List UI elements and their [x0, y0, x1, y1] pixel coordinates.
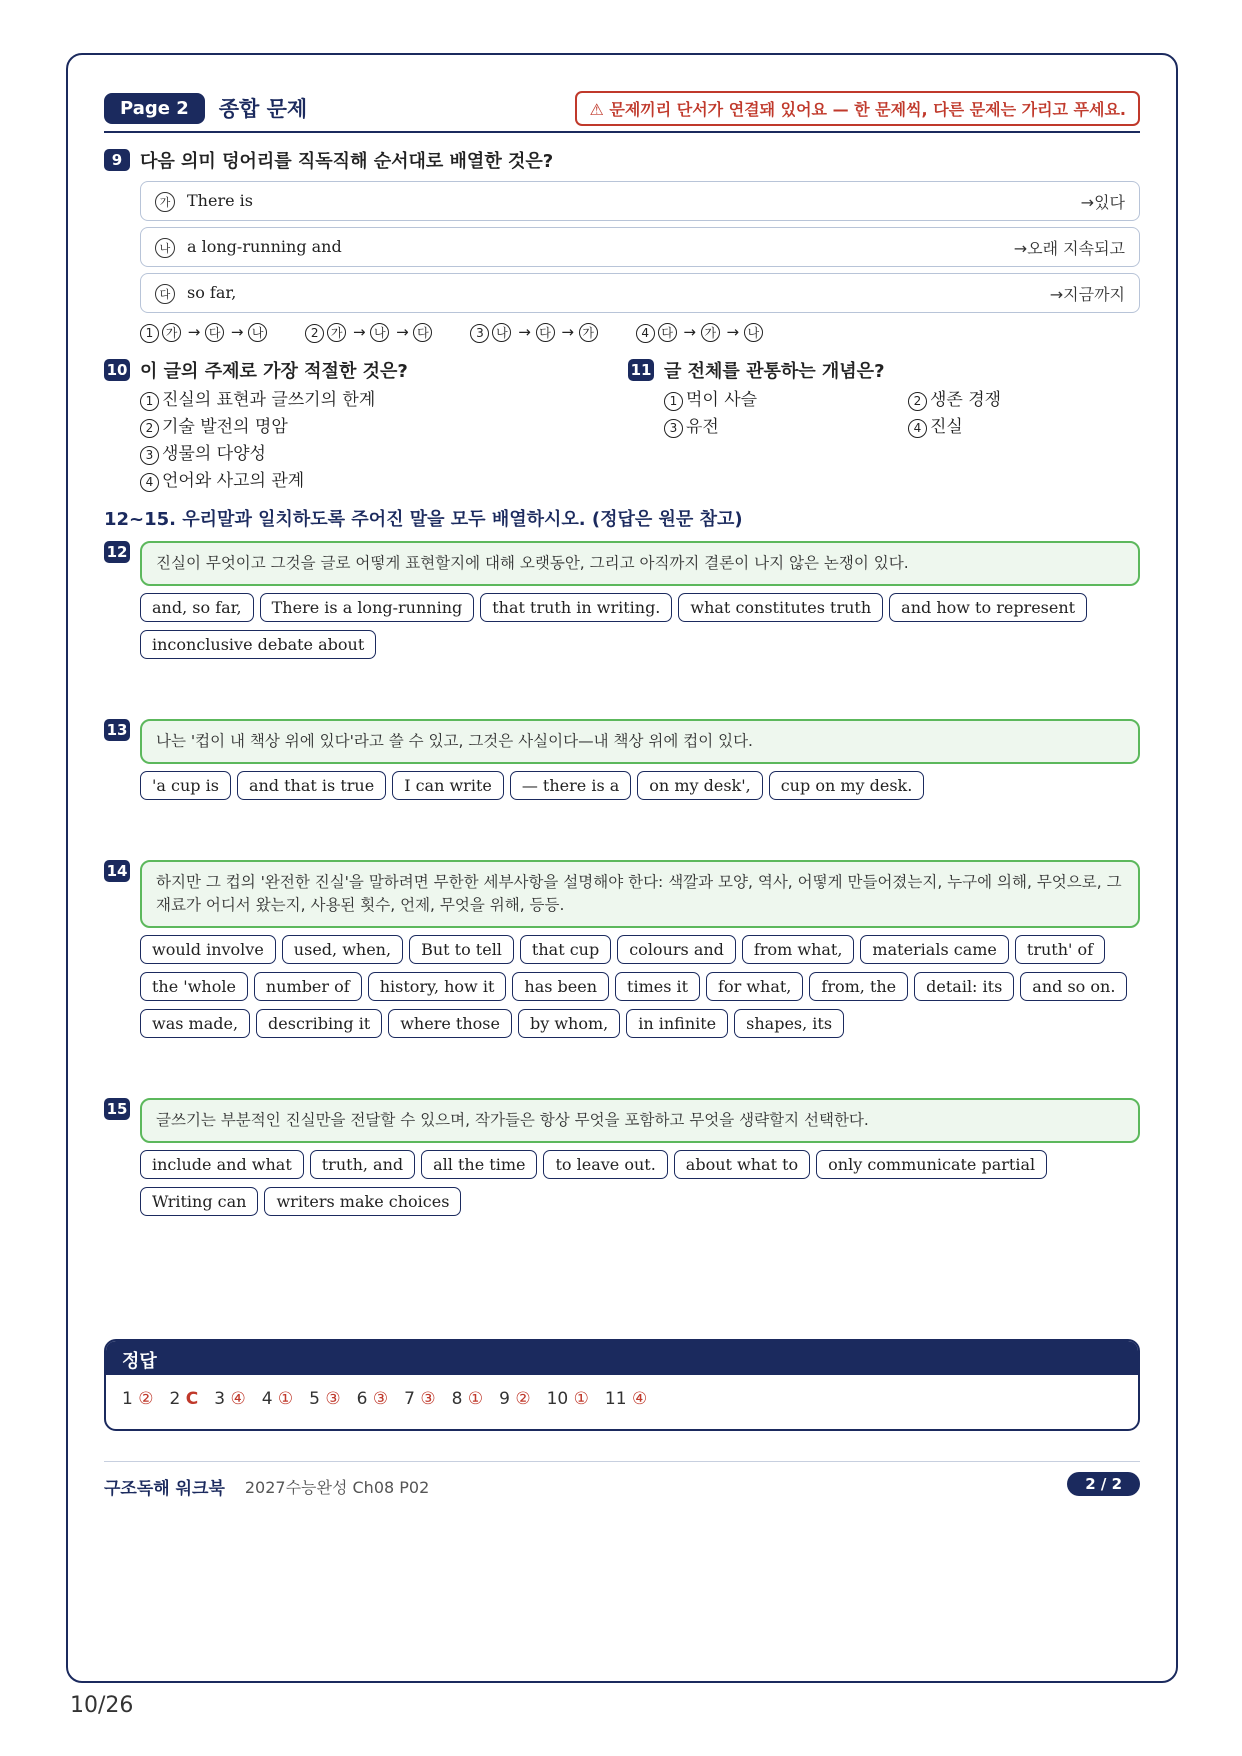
worksheet-page: [66, 53, 1178, 1683]
choice-number: 2: [908, 392, 927, 411]
answer-value: ④: [631, 1389, 648, 1409]
sequence-mark: 다: [413, 323, 432, 342]
word-chip[interactable]: — there is a: [510, 771, 631, 800]
word-chip[interactable]: and how to represent: [889, 593, 1087, 622]
answer-question: 4: [261, 1389, 278, 1409]
answer-item: [214, 1389, 245, 1409]
chunk-list: [104, 181, 1140, 313]
choice-number: 4: [908, 419, 927, 438]
choice-text: 진실의 표현과 글쓰기의 한계: [162, 389, 376, 410]
chunk-row: [140, 273, 1140, 313]
word-chip[interactable]: truth' of: [1015, 935, 1105, 964]
question-number: 14: [104, 860, 130, 882]
word-chip[interactable]: history, how it: [368, 972, 507, 1001]
word-chip[interactable]: has been: [512, 972, 609, 1001]
question-text: 다음 의미 덩어리를 직독직해 순서대로 배열한 것은?: [140, 151, 554, 172]
answer-question: 11: [604, 1389, 632, 1409]
word-chip-list: [140, 593, 1140, 659]
arrow-icon: →: [513, 323, 536, 341]
question-number: 11: [628, 359, 654, 381]
answer-item: [605, 1389, 647, 1409]
word-chip[interactable]: shapes, its: [734, 1009, 844, 1038]
word-chip[interactable]: by whom,: [518, 1009, 620, 1038]
option-number: 3: [470, 324, 489, 343]
chunk-left: [155, 283, 236, 304]
word-chip[interactable]: and that is true: [237, 771, 386, 800]
word-chip[interactable]: the 'whole: [140, 972, 248, 1001]
word-chip[interactable]: times it: [615, 972, 700, 1001]
option-item: [470, 323, 599, 343]
option-number: 1: [140, 324, 159, 343]
option-item: [636, 323, 765, 343]
arrow-icon: →: [391, 323, 414, 341]
chunk-english: a long-running and: [187, 236, 342, 256]
option-list: [140, 323, 1140, 343]
answer-value: ④: [230, 1389, 246, 1409]
answer-item: [262, 1389, 293, 1409]
chunk-meaning: →있다: [1080, 192, 1125, 212]
answer-value: ①: [277, 1389, 294, 1409]
answer-item: [169, 1389, 198, 1409]
answer-item: [309, 1389, 340, 1409]
choice-item: [664, 387, 908, 414]
choice-text: 생존 경쟁: [930, 389, 1002, 410]
warning-banner: ⚠ 문제끼리 단서가 연결돼 있어요 — 한 문제씩, 다른 문제는 가리고 푸세요.: [575, 91, 1140, 126]
question-number: 12: [104, 541, 130, 563]
answer-value: ②: [515, 1389, 531, 1409]
word-chip[interactable]: was made,: [140, 1009, 250, 1038]
footer: [104, 1461, 1140, 1499]
option-number: 4: [636, 324, 655, 343]
answer-value: C: [185, 1389, 199, 1409]
option-item: [305, 323, 434, 343]
word-chip[interactable]: for what,: [706, 972, 803, 1001]
choice-number: 4: [140, 473, 159, 492]
word-chip[interactable]: There is a long-running: [260, 593, 475, 622]
answer-item: [452, 1389, 483, 1409]
word-chip-list: [140, 1150, 1140, 1216]
sequence-mark: 나: [744, 323, 763, 342]
choice-text: 생물의 다양성: [162, 443, 266, 464]
word-chip[interactable]: in infinite: [626, 1009, 728, 1038]
word-chip-list: [140, 771, 1140, 800]
sequence-mark: 나: [492, 323, 511, 342]
answer-question: 1: [122, 1389, 139, 1409]
choice-text: 기술 발전의 명암: [162, 416, 288, 437]
answer-question: 2: [169, 1389, 186, 1409]
choice-item: [140, 387, 628, 414]
chunk-mark: 가: [155, 192, 175, 212]
answer-item: [122, 1389, 153, 1409]
word-chip[interactable]: 'a cup is: [140, 771, 231, 800]
answer-value: ③: [325, 1389, 341, 1409]
footer-page-number: 2 / 2: [1067, 1472, 1140, 1496]
choice-list: [664, 387, 1128, 441]
choice-item: [140, 414, 628, 441]
choice-text: 유전: [686, 416, 719, 437]
answer-question: 3: [214, 1389, 231, 1409]
answer-item: [404, 1389, 435, 1409]
question-text: 글 전체를 관통하는 개념은?: [664, 360, 885, 382]
choice-text: 먹이 사슬: [686, 389, 758, 410]
answer-key-title: 정답: [106, 1341, 1138, 1375]
arrow-icon: →: [183, 323, 206, 341]
word-chip[interactable]: what constitutes truth: [678, 593, 883, 622]
answer-question: 7: [404, 1389, 421, 1409]
korean-translation: 진실이 무엇이고 그것을 글로 어떻게 표현할지에 대해 오랫동안, 그리고 아직까지 결론이 나지 않은 논쟁이 있다.: [140, 541, 1140, 586]
answer-key: [104, 1339, 1140, 1431]
sequence-mark: 다: [658, 323, 677, 342]
answer-question: 9: [499, 1389, 516, 1409]
word-chip[interactable]: writers make choices: [264, 1187, 461, 1216]
choice-item: [140, 441, 628, 468]
sequence-mark: 나: [248, 323, 267, 342]
answer-question: 8: [451, 1389, 468, 1409]
answer-question: 5: [309, 1389, 326, 1409]
word-chip[interactable]: used, when,: [282, 935, 403, 964]
word-chip[interactable]: where those: [388, 1009, 512, 1038]
choice-text: 언어와 사고의 관계: [162, 470, 305, 491]
question-13: [104, 719, 1140, 800]
choice-item: [908, 414, 1108, 441]
word-chip[interactable]: on my desk',: [637, 771, 762, 800]
choice-number: 3: [664, 419, 683, 438]
word-chip[interactable]: and so on.: [1020, 972, 1127, 1001]
section-title: 12~15. 우리말과 일치하도록 주어진 말을 모두 배열하시오. (정답은 원문 참고): [104, 508, 743, 530]
page-badge: Page 2: [104, 93, 205, 124]
arrow-icon: →: [348, 323, 371, 341]
choice-text: 진실: [930, 416, 963, 437]
word-chip[interactable]: all the time: [421, 1150, 537, 1179]
question-number: 9: [104, 149, 130, 171]
chunk-meaning: →오래 지속되고: [1013, 238, 1125, 258]
choice-number: 1: [664, 392, 683, 411]
sequence-mark: 다: [536, 323, 555, 342]
sequence-mark: 가: [579, 323, 598, 342]
question-10: [104, 357, 628, 383]
page-header: [104, 91, 1140, 133]
question-number: 15: [104, 1098, 130, 1120]
chunk-left: [155, 191, 253, 212]
word-chip[interactable]: describing it: [256, 1009, 382, 1038]
choice-item: [908, 387, 1108, 414]
answer-item: [547, 1389, 589, 1409]
word-chip-list: [140, 935, 1140, 1038]
footer-brand: 구조독해 워크북: [104, 1479, 225, 1499]
word-chip[interactable]: cup on my desk.: [769, 771, 925, 800]
question-12: [104, 541, 1140, 659]
word-chip[interactable]: from what,: [742, 935, 855, 964]
arrow-icon: →: [226, 323, 249, 341]
answer-question: 6: [356, 1389, 373, 1409]
choice-item: [140, 468, 628, 495]
answer-value: ②: [138, 1389, 154, 1409]
word-chip[interactable]: detail: its: [914, 972, 1014, 1001]
chunk-mark: 나: [155, 238, 175, 258]
question-11: [628, 357, 1128, 383]
answer-question: 10: [546, 1389, 574, 1409]
sequence-mark: 다: [205, 323, 224, 342]
korean-translation: 글쓰기는 부분적인 진실만을 전달할 수 있으며, 작가들은 항상 무엇을 포함하고 무엇을 생략할지 선택한다.: [140, 1098, 1140, 1143]
word-chip[interactable]: from, the: [809, 972, 908, 1001]
word-chip[interactable]: I can write: [392, 771, 504, 800]
choice-number: 1: [140, 392, 159, 411]
answer-value: ①: [573, 1389, 589, 1409]
answer-value: ①: [467, 1389, 484, 1409]
document-page-counter: 10/26: [70, 1693, 134, 1718]
answer-value: ③: [372, 1389, 389, 1409]
answer-item: [499, 1389, 530, 1409]
chunk-row: [140, 181, 1140, 221]
chunk-mark: 다: [155, 284, 175, 304]
korean-translation: 나는 '컵이 내 책상 위에 있다'라고 쓸 수 있고, 그것은 사실이다—내 책상 위에 컵이 있다.: [140, 719, 1140, 764]
korean-translation: 하지만 그 컵의 '완전한 진실'을 말하려면 무한한 세부사항을 설명해야 한다: 색깔과 모양, 역사, 어떻게 만들어졌는지, 누구에 의해, 무엇으로, 그 재료가 어디서 왔는지, 사용된 횟수, 언제, 무엇을 위해, 등등.: [140, 860, 1140, 928]
sequence-mark: 가: [162, 323, 181, 342]
word-chip[interactable]: Writing can: [140, 1187, 258, 1216]
chunk-english: so far,: [187, 282, 237, 302]
word-chip[interactable]: would involve: [140, 935, 276, 964]
choice-item: [664, 414, 908, 441]
word-chip[interactable]: about what to: [674, 1150, 810, 1179]
sequence-mark: 가: [327, 323, 346, 342]
answer-list: [106, 1375, 1138, 1423]
questions-10-11: [104, 357, 1140, 495]
chunk-meaning: →지금까지: [1049, 284, 1125, 304]
choice-number: 2: [140, 419, 159, 438]
page-title: 종합 문제: [218, 97, 308, 121]
chunk-row: [140, 227, 1140, 267]
word-chip[interactable]: truth, and: [310, 1150, 415, 1179]
word-chip[interactable]: colours and: [617, 935, 736, 964]
option-item: [140, 323, 269, 343]
sequence-mark: 가: [701, 323, 720, 342]
question-9: [104, 147, 1140, 173]
answer-item: [357, 1389, 388, 1409]
arrow-icon: →: [556, 323, 579, 341]
answer-value: ③: [420, 1389, 436, 1409]
arrow-icon: →: [721, 323, 744, 341]
question-14: [104, 860, 1140, 1038]
word-chip[interactable]: number of: [254, 972, 362, 1001]
word-chip[interactable]: to leave out.: [543, 1150, 667, 1179]
question-text: 이 글의 주제로 가장 적절한 것은?: [140, 360, 408, 382]
footer-code: 2027수능완성 Ch08 P02: [244, 1478, 430, 1497]
chunk-english: There is: [187, 190, 253, 210]
choice-number: 3: [140, 446, 159, 465]
word-chip[interactable]: only communicate partial: [816, 1150, 1047, 1179]
word-chip[interactable]: But to tell: [409, 935, 514, 964]
word-chip[interactable]: that cup: [520, 935, 611, 964]
word-chip[interactable]: inconclusive debate about: [140, 630, 376, 659]
question-number: 10: [104, 359, 130, 381]
arrow-icon: →: [678, 323, 701, 341]
choice-list: [140, 387, 628, 495]
word-chip[interactable]: include and what: [140, 1150, 304, 1179]
question-number: 13: [104, 719, 130, 741]
question-15: [104, 1098, 1140, 1216]
sequence-mark: 나: [370, 323, 389, 342]
option-number: 2: [305, 324, 324, 343]
word-chip[interactable]: materials came: [860, 935, 1008, 964]
word-chip[interactable]: and, so far,: [140, 593, 254, 622]
word-chip[interactable]: that truth in writing.: [480, 593, 672, 622]
chunk-left: [155, 237, 342, 258]
